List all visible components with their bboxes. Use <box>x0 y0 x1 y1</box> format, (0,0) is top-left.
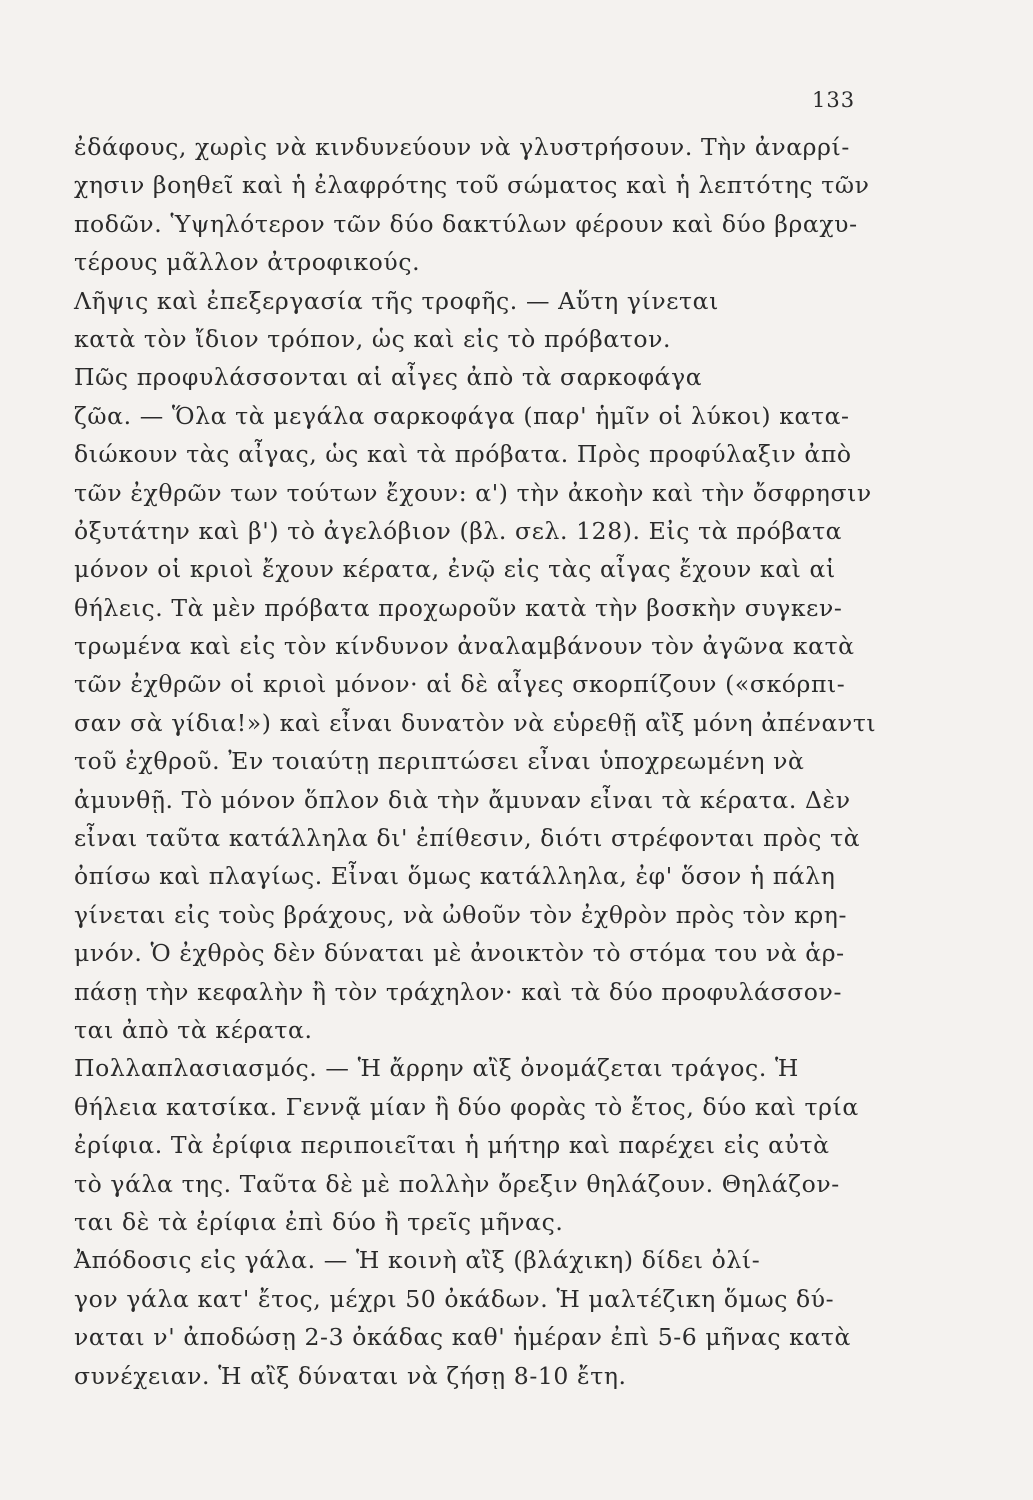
text-line: μνόν. Ὁ ἐχθρὸς δὲν δύναται μὲ ἀνοικτὸν τὸ στόμα του νὰ ἁρ- <box>74 939 845 968</box>
text-line: τῶν ἐχθρῶν οἱ κριοὶ μόνον· αἱ δὲ αἶγες σκορπίζουν («σκόρπι- <box>74 670 846 699</box>
text-line: τέρους μᾶλλον ἀτροφικούς. <box>74 248 421 277</box>
text-line: ἐρίφια. Τὰ ἐρίφια περιποιεῖται ἡ μήτηρ καὶ παρέχει εἰς αὐτὰ <box>74 1131 830 1160</box>
text-line: τοῦ ἐχθροῦ. Ἐν τοιαύτῃ περιπτώσει εἶναι ὑποχρεωμένη νὰ <box>74 747 805 776</box>
text-line: θήλεις. Τὰ μὲν πρόβατα προχωροῦν κατὰ τὴν βοσκὴν συγκεν- <box>74 593 843 622</box>
page-number: 133 <box>812 88 856 112</box>
section-heading-line: Πῶς προφυλάσσονται αἱ αἶγες ἀπὸ τὰ σαρκοφάγα <box>74 363 703 392</box>
text-line: πάσῃ τὴν κεφαλὴν ἢ τὸν τράχηλον· καὶ τὰ δύο προφυλάσσον- <box>74 977 842 1006</box>
section-heading-line: Ἀπόδοσις εἰς γάλα. — Ἡ κοινὴ αἲξ (βλάχικη) δίδει ὀλί- <box>74 1246 761 1275</box>
text-line: ὀξυτάτην καὶ β') τὸ ἀγελόβιον (βλ. σελ. 128). Εἰς τὰ πρόβατα <box>74 516 843 545</box>
text-line: κατὰ τὸν ἴδιον τρόπον, ὡς καὶ εἰς τὸ πρόβατον. <box>74 324 672 353</box>
text-line: ἀμυνθῇ. Τὸ μόνον ὅπλον διὰ τὴν ἄμυναν εἶναι τὰ κέρατα. Δὲν <box>74 785 851 814</box>
text-line: εἶναι ταῦτα κατάλληλα δι' ἐπίθεσιν, διότι στρέφονται πρὸς τὰ <box>74 824 861 853</box>
text-line: ποδῶν. Ὑψηλότερον τῶν δύο δακτύλων φέρουν καὶ δύο βραχυ- <box>74 209 858 238</box>
text-line: τρωμένα καὶ εἰς τὸν κίνδυνον ἀναλαμβάνουν τὸν ἀγῶνα κατὰ <box>74 632 855 661</box>
text-line: διώκουν τὰς αἶγας, ὡς καὶ τὰ πρόβατα. Πρὸς προφύλαξιν ἀπὸ <box>74 440 852 469</box>
text-line: γον γάλα κατ' ἔτος, μέχρι 50 ὀκάδων. Ἡ μαλτέζικη ὅμως δύ- <box>74 1284 835 1313</box>
text-line: γίνεται εἰς τοὺς βράχους, νὰ ὠθοῦν τὸν ἐχθρὸν πρὸς τὸν κρη- <box>74 900 848 929</box>
text-line: τὸ γάλα της. Ταῦτα δὲ μὲ πολλὴν ὄρεξιν θηλάζουν. Θηλάζον- <box>74 1169 840 1198</box>
section-heading-line: Λῆψις καὶ ἐπεξεργασία τῆς τροφῆς. — Αὕτη γίνεται <box>74 286 719 315</box>
section-heading-line: Πολλαπλασιασμός. — Ἡ ἄρρην αἲξ ὀνομάζεται τράγος. Ἡ <box>74 1054 799 1083</box>
text-line: ναται ν' ἀποδώσῃ 2-3 ὀκάδας καθ' ἡμέραν ἐπὶ 5-6 μῆνας κατὰ <box>74 1323 851 1352</box>
text-line: συνέχειαν. Ἡ αἲξ δύναται νὰ ζήσῃ 8-10 ἔτη. <box>74 1361 627 1390</box>
text-line: ται ἀπὸ τὰ κέρατα. <box>74 1015 313 1044</box>
text-line: σαν σὰ γίδια!») καὶ εἶναι δυνατὸν νὰ εὑρεθῇ αἲξ μόνη ἀπέναντι <box>74 708 877 737</box>
text-line: ται δὲ τὰ ἐρίφια ἐπὶ δύο ἢ τρεῖς μῆνας. <box>74 1207 564 1236</box>
text-line: θήλεια κατσίκα. Γεννᾷ μίαν ἢ δύο φορὰς τὸ ἔτος, δύο καὶ τρία <box>74 1092 859 1121</box>
text-line: χησιν βοηθεῖ καὶ ἡ ἐλαφρότης τοῦ σώματος καὶ ἡ λεπτότης τῶν <box>74 171 870 200</box>
text-line: ζῶα. — Ὅλα τὰ μεγάλα σαρκοφάγα (παρ' ἡμῖν οἱ λύκοι) κατα- <box>74 401 850 430</box>
text-line: μόνον οἱ κριοὶ ἔχουν κέρατα, ἐνῷ εἰς τὰς αἶγας ἔχουν καὶ αἱ <box>74 555 836 584</box>
text-line: ὀπίσω καὶ πλαγίως. Εἶναι ὅμως κατάλληλα, ἐφ' ὅσον ἡ πάλη <box>74 862 836 891</box>
body-text <box>74 128 974 1395</box>
text-line: ἐδάφους, χωρὶς νὰ κινδυνεύουν νὰ γλυστρήσουν. Τὴν ἀναρρί- <box>74 133 850 161</box>
text-line: τῶν ἐχθρῶν των τούτων ἔχουν: α') τὴν ἀκοὴν καὶ τὴν ὄσφρησιν <box>74 478 872 507</box>
